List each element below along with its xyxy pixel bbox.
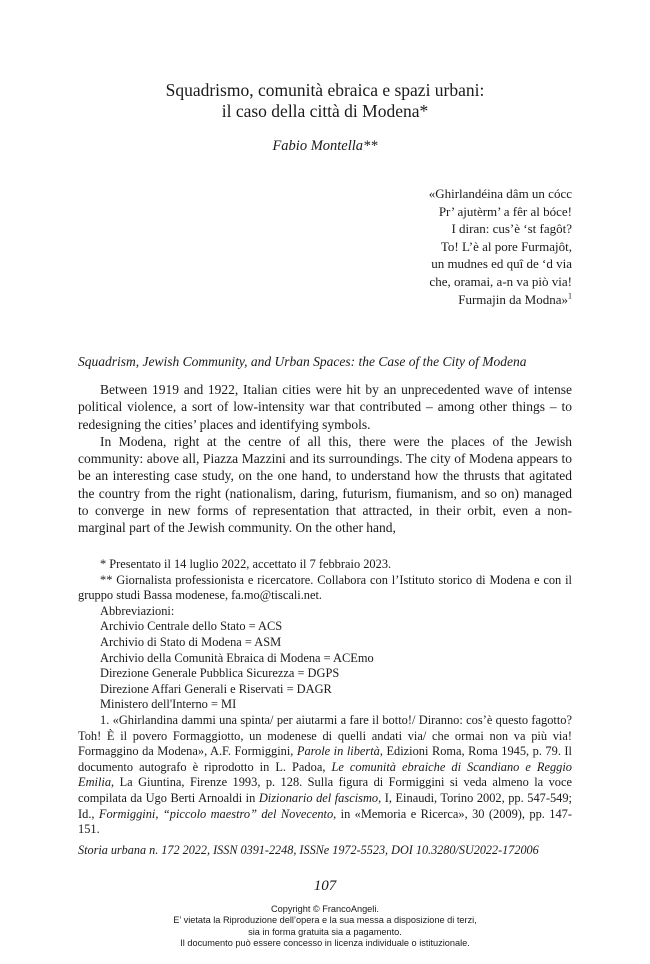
title-line-1: Squadrismo, comunità ebraica e spazi urbani: [165,80,485,100]
abbreviation-item: Archivio di Stato di Modena = ASM [100,634,282,649]
footnote-received: * Presentato il 14 luglio 2022, accettato il 7 febbraio 2023. [100,557,392,571]
abbreviation-item: Ministero dell'Interno = MI [100,697,237,712]
footnotes [78,557,572,838]
epigraph-line: To! L’è al pore Furmajôt, [440,238,572,254]
epigraph-line: Pr’ ajutèrm’ a fêr al bóce! [438,203,572,219]
epigraph-line: che, oramai, a-n va piò via! [429,273,572,289]
english-title: Squadrism, Jewish Community, and Urban Spaces: the Case of the City of Modena [78,354,527,369]
copyright-line: Il documento può essere concesso in licenza individuale o istituzionale. [180,938,470,949]
cited-title: Parole in libertà [296,744,380,759]
abbreviation-item: Archivio Centrale dello Stato = ACS [100,619,283,634]
abbreviations-heading: Abbreviazioni: [100,603,175,618]
copyright-notice [0,904,650,950]
page-number: 107 [313,878,337,894]
abbreviation-item: Archivio della Comunità Ebraica di Modena = ACEmo [100,650,374,665]
cited-title: Dizionario del fascismo [258,790,379,805]
footnote-marker[interactable]: 1 [568,291,572,301]
title-line-2: il caso della città di Modena* [221,101,429,121]
footnote-1: 1. «Ghirlandina dammi una spinta/ per aiutarmi a fare il botto!/ Diranno: cos’è questo fagotto? Toh! È il povero Formaggiotto, un modenese di quelli andati via/ che ormai non va più via! Formaggino da Modena», A.F. Formiggini, Parole in libertà, Edizioni Roma, Roma 1945, p. 79. Il documento autografo è riprodotto in L. Padoa, Le comunità ebraiche di Scandiano e Reggio Emilia, La Giuntina, Firenze 1993, p. 128. Sulla figura di Formiggini si veda almeno la voce compilata da Ugo Berti Arnoaldi in Dizionario del fascismo, I, Einaudi, Torino 2002, pp. 547-549; Id., Formiggini, “piccolo maestro” del Novecento, in «Memoria e Ricerca», 30 (2009), pp. 147-151. [78,712,572,837]
epigraph-signature: Furmajin da Modna» [458,291,568,307]
footnote-author-affiliation: ** Giornalista professionista e ricercatore. Collabora con l’Istituto storico di Modena e con il gruppo studi Bassa modenese, fa.mo@tiscali.net. [78,572,572,603]
epigraph [429,185,572,308]
cited-title: Le comunità ebraiche di Scandiano e Reggio Emilia [78,759,572,790]
abbreviation-item: Direzione Generale Pubblica Sicurezza = DGPS [100,666,340,681]
journal-citation: Storia urbana n. 172 2022, ISSN 0391-2248, ISSNe 1972-5523, DOI 10.3280/SU2022-172006 [78,843,539,857]
abbreviation-item: Direzione Affari Generali e Riservati = DAGR [100,681,332,696]
epigraph-line: I diran: cus’è ‘st fagôt? [451,221,572,237]
body-paragraph: In Modena, right at the centre of all this, there were the places of the Jewish community: above all, Piazza Mazzini and its surroundings. The city of Modena appears to be an interesting case study, on the one hand, to understand how the thrusts that agitated the country from the right (nationalism, daring, futurism, fiumanism, and so on) managed to converge in new forms of representation that attracted, in their orbit, even a non-marginal part of the Jewish community. On the other hand, [78,433,572,536]
copyright-line: Copyright © FrancoAngeli. [271,904,379,914]
author-name: Fabio Montella** [272,138,378,154]
epigraph-line [429,291,572,309]
copyright-line: E’ vietata la Riproduzione dell’opera e la sua messa a disposizione di terzi, [173,915,477,926]
copyright-line: sia in forma gratuita sia a pagamento. [248,926,402,937]
epigraph-line: «Ghirlandéina dâm un cócc [428,186,572,201]
body-paragraph: Between 1919 and 1922, Italian cities were hit by an unprecedented wave of intense political violence, a sort of low-intensity war that contributed – among other things – to redesigning the cities’ places and identifying symbols. [78,382,572,432]
epigraph-line: un mudnes ed quî de ‘d via [431,256,572,272]
article-title [0,80,650,122]
body-text [78,381,572,537]
cited-title: Formiggini, “piccolo maestro” del Novecento [98,806,334,821]
